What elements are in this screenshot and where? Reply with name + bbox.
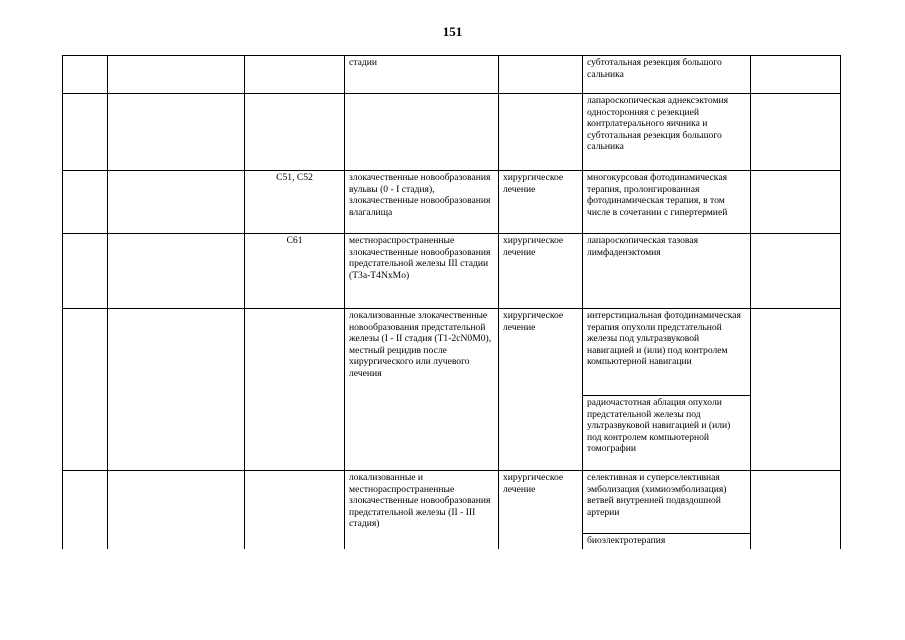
- row-number-cell: [63, 56, 108, 94]
- method-item: интерстициальная фотодинамическая терапия опухоли предстательной железы под ультразвуковой навигацией и (или) под контролем компьютерной навигации: [587, 310, 741, 368]
- care-type-cell: [108, 234, 245, 309]
- method-cell: многокурсовая фотодинамическая терапия, пролонгированная фотодинамическая терапия, в том числе в сочетании с гипертермией: [583, 171, 751, 234]
- table-row: [63, 234, 841, 309]
- cost-cell: [751, 94, 841, 171]
- cost-cell: [751, 171, 841, 234]
- row-number-cell: [63, 94, 108, 171]
- diagnosis-cell: [345, 94, 499, 171]
- care-type-cell: [108, 56, 245, 94]
- table-row: [63, 171, 841, 234]
- treatment-type-cell: хирургическое лечение: [499, 309, 583, 471]
- diagnosis-cell: локализованные и местнораспространенные злокачественные новообразования предстательной железы (II - III стадия): [345, 471, 499, 549]
- diagnosis-cell: злокачественные новообразования вульвы (0 - I стадия), злокачественные новообразования влагалища: [345, 171, 499, 234]
- row-number-cell: [63, 171, 108, 234]
- cost-cell: [751, 309, 841, 471]
- cost-cell: [751, 471, 841, 549]
- treatment-type-cell: хирургическое лечение: [499, 234, 583, 309]
- treatment-type-cell: [499, 94, 583, 171]
- method-cell: [583, 471, 751, 549]
- table-row: [63, 94, 841, 171]
- care-type-cell: [108, 94, 245, 171]
- icd-code-cell: C51, C52: [245, 171, 345, 234]
- cost-cell: [751, 234, 841, 309]
- method-item: радиочастотная аблация опухоли предстательной железы под ультразвуковой навигацией и (или) под контролем компьютерной томографии: [583, 395, 750, 456]
- table-row: [63, 471, 841, 549]
- treatment-type-cell: [499, 56, 583, 94]
- care-type-cell: [108, 309, 245, 471]
- treatment-type-cell: хирургическое лечение: [499, 471, 583, 549]
- method-cell: лапароскопическая аднексэктомия односторонняя с резекцией контрлатерального яичника и субтотальная резекция большого сальника: [583, 94, 751, 171]
- medical-procedures-table: [62, 55, 841, 549]
- method-cell: субтотальная резекция большого сальника: [583, 56, 751, 94]
- care-type-cell: [108, 171, 245, 234]
- row-number-cell: [63, 471, 108, 549]
- icd-code-cell: [245, 309, 345, 471]
- diagnosis-cell: локализованные злокачественные новообразования предстательной железы (I - II стадия (T1-2cN0M0), местный рецидив после хирургического или лучевого лечения: [345, 309, 499, 471]
- page-number: 151: [442, 24, 463, 39]
- method-item: биоэлектротерапия: [583, 533, 750, 548]
- method-cell: [583, 309, 751, 471]
- row-number-cell: [63, 309, 108, 471]
- diagnosis-cell: стадии: [345, 56, 499, 94]
- method-cell: лапароскопическая тазовая лимфаденэктомия: [583, 234, 751, 309]
- icd-code-cell: [245, 56, 345, 94]
- table-row: [63, 56, 841, 94]
- icd-code-cell: C61: [245, 234, 345, 309]
- row-number-cell: [63, 234, 108, 309]
- icd-code-cell: [245, 471, 345, 549]
- icd-code-cell: [245, 94, 345, 171]
- diagnosis-cell: местнораспространенные злокачественные новообразования предстательной железы III стадии (T3a-T4NxMo): [345, 234, 499, 309]
- method-item: селективная и суперселективная эмболизация (химиоэмболизация) ветвей внутренней подвздошной артерии: [587, 472, 727, 518]
- cost-cell: [751, 56, 841, 94]
- treatment-type-cell: хирургическое лечение: [499, 171, 583, 234]
- care-type-cell: [108, 471, 245, 549]
- table-row: [63, 309, 841, 471]
